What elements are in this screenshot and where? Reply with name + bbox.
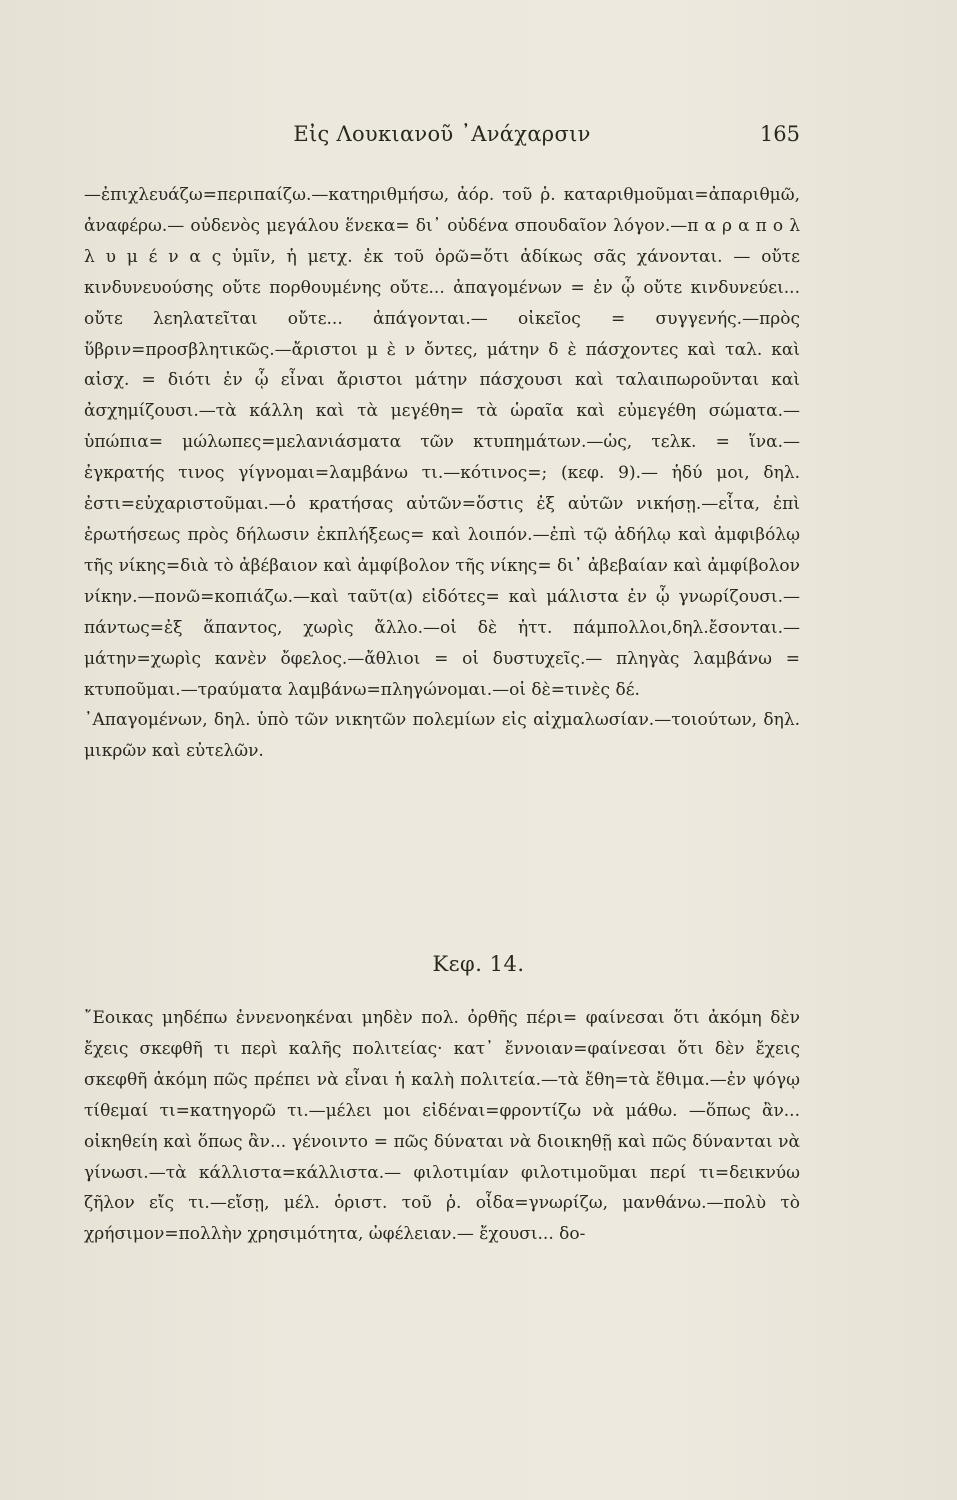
page-number: 165	[759, 122, 800, 146]
commentary-paragraph: —ἐπιχλευάζω=περιπαίζω.—κατηριθμήσω, ἀόρ. τοῦ ῥ. καταριθμοῦμαι=ἀπαριθμῶ, ἀναφέρω.— οὐδενὸς μεγάλου ἕνεκα= δι᾿ οὐδένα σπουδαῖον λόγον.—π α ρ α π ο λ λ υ μ έ ν α ς ὑμῖν, ἡ μετχ. ἐκ τοῦ ὁρῶ=ὅτι ἀδίκως σᾶς χάνονται. — οὔτε κινδυνευούσης οὔτε πορθουμένης οὔτε... ἀπαγομένων = ἐν ᾧ οὔτε κινδυνεύει... οὔτε λεηλατεῖται οὔτε... ἀπάγονται.— οἰκεῖος = συγγενής.—πρὸς ὕβριν=προσβλητικῶς.—ἄριστοι μ ὲ ν ὄντες, μάτην δ ὲ πάσχοντες καὶ ταλ. καὶ αἰσχ. = διότι ἐν ᾧ εἶναι ἄριστοι μάτην πάσχουσι καὶ ταλαιπωροῦνται καὶ ἀσχημίζουσι.—τὰ κάλλη καὶ τὰ μεγέθη= τὰ ὡραῖα καὶ εὐμεγέθη σώματα.—ὑπώπια= μώλωπες=μελανιάσματα τῶν κτυπημάτων.—ὡς, τελκ. = ἵνα.— ἐγκρατής τινος γίγνομαι=λαμβάνω τι.—κότινος=; (κεφ. 9).— ἡδύ μοι, δηλ. ἐστι=εὐχαριστοῦμαι.—ὁ κρατήσας αὐτῶν=ὅστις ἐξ αὐτῶν νικήσῃ.—εἶτα, ἐπὶ ἐρωτήσεως πρὸς δήλωσιν ἐκπλήξεως= καὶ λοιπόν.—ἐπὶ τῷ ἀδήλῳ καὶ ἀμφιβόλῳ τῆς νίκης=διὰ τὸ ἀβέβαιον καὶ ἀμφίβολον τῆς νίκης= δι᾿ ἀβεβαίαν καὶ ἀμφίβολον νίκην.—πονῶ=κοπιάζω.—καὶ ταῦτ(α) εἰδότες= καὶ μάλιστα ἐν ᾧ γνωρίζουσι.—πάντως=ἐξ ἅπαντος, χωρὶς ἄλλο.—οἱ δὲ ἡττ. πάμπολλοι,δηλ.ἔσονται.—μάτην=χωρὶς κανὲν ὄφελος.—ἄθλιοι = οἱ δυστυχεῖς.— πληγὰς λαμβάνω = κτυποῦμαι.—τραύματα λαμβάνω=πληγώνομαι.—οἱ δὲ=τινὲς δέ.	[84, 185, 800, 700]
chapter-heading: Κεφ. 14.	[432, 952, 525, 976]
commentary-block	[84, 180, 800, 767]
running-title: Εἰς Λουκιανοῦ ᾿Ανάχαρσιν	[293, 122, 591, 146]
chapter-commentary-block	[84, 1003, 800, 1250]
commentary-paragraph: ᾿Απαγομένων, δηλ. ὑπὸ τῶν νικητῶν πολεμίων εἰς αἰχμαλωσίαν.—τοιούτων, δηλ. μικρῶν καὶ εὐτελῶν.	[84, 710, 800, 762]
page-header	[84, 122, 800, 158]
commentary-paragraph: ῎Εοικας μηδέπω ἐννενοηκέναι μηδὲν πολ. ὀρθῆς πέρι= φαίνεσαι ὅτι ἀκόμη δὲν ἔχεις σκεφθῆ τι περὶ καλῆς πολιτείας· κατ᾿ ἔννοιαν=φαίνεσαι ὅτι δὲν ἔχεις σκεφθῆ ἀκόμη πῶς πρέπει νὰ εἶναι ἡ καλὴ πολιτεία.—τὰ ἔθη=τὰ ἔθιμα.—ἐν ψόγῳ τίθεμαί τι=κατηγορῶ τι.—μέλει μοι εἰδέναι=φροντίζω νὰ μάθω. —ὅπως ἂν... οἰκηθείη καὶ ὅπως ἂν... γένοιντο = πῶς δύναται νὰ διοικηθῇ καὶ πῶς δύνανται νὰ γίνωσι.—τὰ κάλλιστα=κάλλιστα.— φιλοτιμίαν φιλοτιμοῦμαι περί τι=δεικνύω ζῆλον εἴς τι.—εἴσῃ, μέλ. ὁριστ. τοῦ ῥ. οἶδα=γνωρίζω, μανθάνω.—πολὺ τὸ χρήσιμον=πολλὴν χρησιμότητα, ὠφέλειαν.— ἔχουσι... δο-	[84, 1008, 800, 1245]
